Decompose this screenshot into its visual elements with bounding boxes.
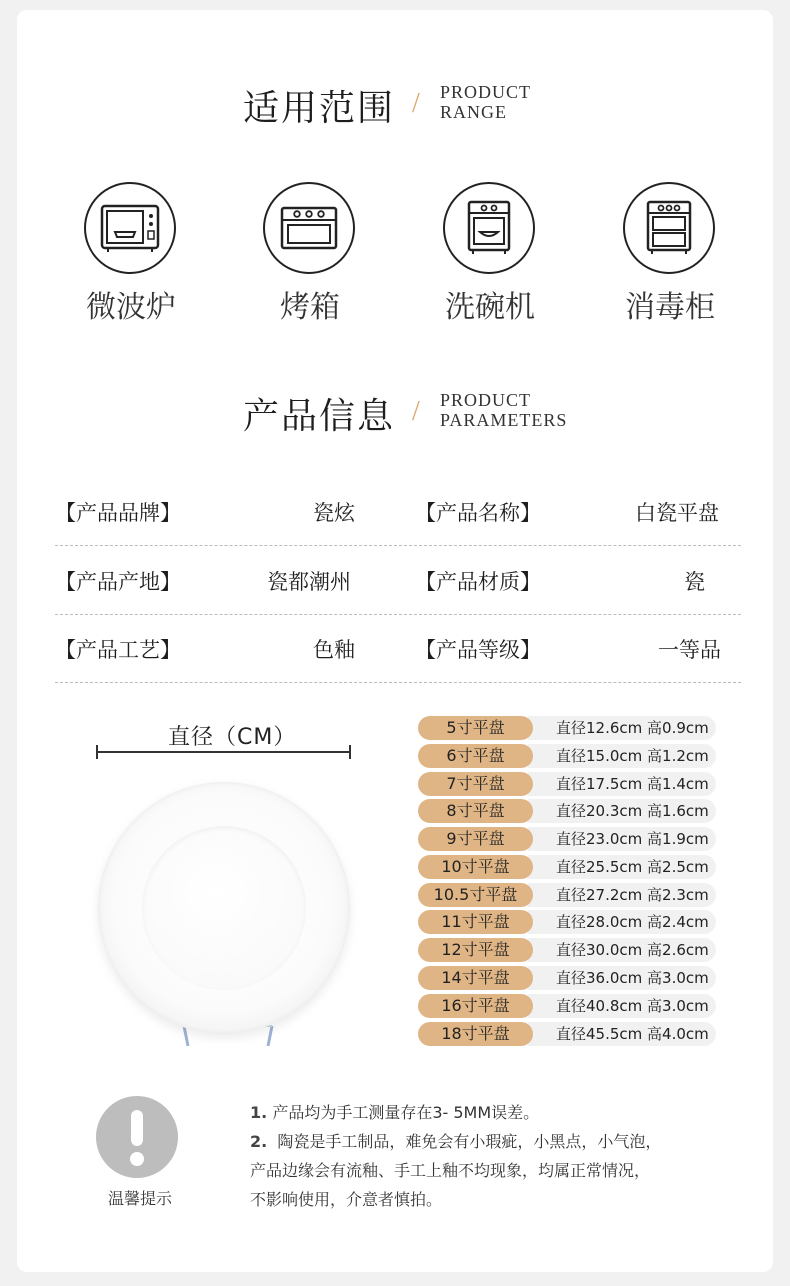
size-tag: 10寸平盘 xyxy=(418,855,533,879)
info-title-en-line1: PRODUCT xyxy=(440,390,532,410)
size-row xyxy=(418,855,718,879)
size-tag: 6寸平盘 xyxy=(418,744,533,768)
size-row xyxy=(418,772,718,796)
size-row xyxy=(418,938,718,962)
size-tag: 16寸平盘 xyxy=(418,994,533,1018)
size-spec: 直径28.0cm 高2.4cm xyxy=(528,910,716,934)
diameter-cap-left xyxy=(96,745,98,759)
appliance-label: 消毒柜 xyxy=(625,290,715,325)
size-spec: 直径17.5cm 高1.4cm xyxy=(528,772,716,796)
size-spec: 直径40.8cm 高3.0cm xyxy=(528,994,716,1018)
param-value: 白瓷平盘 xyxy=(635,501,719,525)
title-slash: / xyxy=(412,88,420,119)
param-key: 【产品品牌】 xyxy=(55,501,181,525)
notice-line-3: 产品边缘会有流釉、手工上釉不均现象，均属正常情况， xyxy=(250,1161,651,1180)
size-row xyxy=(418,827,718,851)
size-tag: 11寸平盘 xyxy=(418,910,533,934)
param-key: 【产品产地】 xyxy=(55,570,181,594)
param-value: 瓷都潮州 xyxy=(267,570,351,594)
size-row xyxy=(418,883,718,907)
param-value: 瓷炫 xyxy=(313,501,355,525)
microwave-icon xyxy=(100,198,160,258)
note-text: 产品均为手工测量存在3- 5MM误差。 xyxy=(272,1103,540,1122)
size-tag: 7寸平盘 xyxy=(418,772,533,796)
size-spec: 直径36.0cm 高3.0cm xyxy=(528,966,716,990)
diameter-cap-right xyxy=(349,745,351,759)
note-text: 陶瓷是手工制品，难免会有小瑕疵，小黑点，小气泡， xyxy=(277,1132,662,1151)
appliance-oven xyxy=(236,182,386,332)
diameter-label: 直径（CM） xyxy=(168,725,297,750)
note-number: 2. xyxy=(250,1132,268,1151)
oven-icon xyxy=(279,198,339,258)
param-value: 色釉 xyxy=(313,638,355,662)
size-tag: 10.5寸平盘 xyxy=(418,883,533,907)
appliance-microwave xyxy=(57,182,207,332)
size-row xyxy=(418,744,718,768)
param-key: 【产品等级】 xyxy=(415,638,541,662)
note-number: 1. xyxy=(250,1103,268,1122)
param-key: 【产品名称】 xyxy=(415,501,541,525)
appliance-label: 洗碗机 xyxy=(445,290,535,325)
size-row xyxy=(418,966,718,990)
notice-line-1 xyxy=(250,1098,740,1127)
appliance-label: 微波炉 xyxy=(86,290,176,325)
param-key: 【产品材质】 xyxy=(415,570,541,594)
size-tag: 14寸平盘 xyxy=(418,966,533,990)
notice-line-2 xyxy=(250,1127,740,1156)
size-spec: 直径30.0cm 高2.6cm xyxy=(528,938,716,962)
size-row xyxy=(418,716,718,740)
size-row xyxy=(418,799,718,823)
size-tag: 5寸平盘 xyxy=(418,716,533,740)
title-slash: / xyxy=(412,396,420,427)
info-title-cn: 产品信息 xyxy=(243,396,396,437)
size-row xyxy=(418,994,718,1018)
size-spec: 直径27.2cm 高2.3cm xyxy=(528,883,716,907)
param-row xyxy=(55,546,741,615)
appliance-dishwasher xyxy=(416,182,566,332)
white-plate-image xyxy=(98,782,350,1034)
dishwasher-icon xyxy=(459,198,519,258)
size-spec: 直径15.0cm 高1.2cm xyxy=(528,744,716,768)
plate-well xyxy=(142,826,306,990)
param-key: 【产品工艺】 xyxy=(55,638,181,662)
range-title-en-line2: RANGE xyxy=(440,102,507,122)
size-tag: 8寸平盘 xyxy=(418,799,533,823)
appliance-sterilizer xyxy=(596,182,746,332)
range-title-cn: 适用范围 xyxy=(243,88,396,129)
size-tag: 18寸平盘 xyxy=(418,1022,533,1046)
size-row xyxy=(418,910,718,934)
size-row xyxy=(418,1022,718,1046)
notice-label: 温馨提示 xyxy=(107,1189,172,1208)
notice-line-4: 不影响使用，介意者慎拍。 xyxy=(250,1190,443,1209)
size-spec: 直径25.5cm 高2.5cm xyxy=(528,855,716,879)
size-spec: 直径45.5cm 高4.0cm xyxy=(528,1022,716,1046)
notice-text xyxy=(250,1098,740,1214)
param-row xyxy=(55,477,741,546)
appliance-label: 烤箱 xyxy=(280,290,340,325)
param-value: 一等品 xyxy=(658,638,721,662)
size-tag: 9寸平盘 xyxy=(418,827,533,851)
size-spec: 直径12.6cm 高0.9cm xyxy=(528,716,716,740)
size-tag: 12寸平盘 xyxy=(418,938,533,962)
diameter-line xyxy=(96,751,351,753)
range-title-en-line1: PRODUCT xyxy=(440,82,532,102)
info-title-en-line2: PARAMETERS xyxy=(440,410,568,430)
range-section-title xyxy=(0,80,790,140)
exclamation-icon xyxy=(96,1096,178,1178)
sterilizer-cabinet-icon xyxy=(639,198,699,258)
param-row xyxy=(55,614,741,683)
size-spec: 直径20.3cm 高1.6cm xyxy=(528,799,716,823)
size-spec: 直径23.0cm 高1.9cm xyxy=(528,827,716,851)
info-section-title xyxy=(0,388,790,448)
param-value: 瓷 xyxy=(684,570,705,594)
